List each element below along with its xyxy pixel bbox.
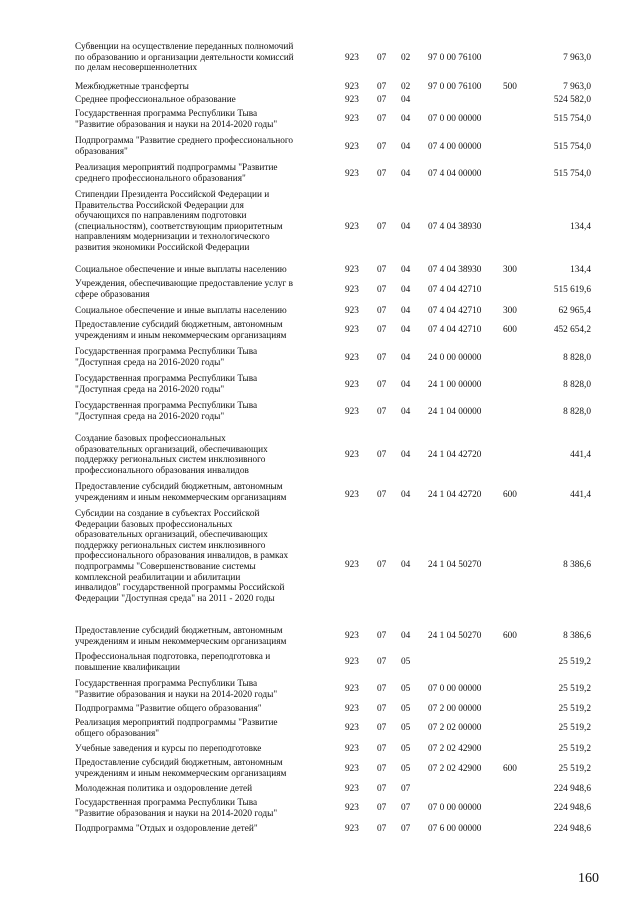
row-description — [75, 824, 337, 835]
description-line: образовательных организаций, обеспечивающих — [75, 444, 268, 455]
row-description — [75, 109, 337, 130]
target-article-code: 97 0 00 76100 — [428, 53, 482, 63]
description-line: профессионального образования инвалидов, в рамках — [75, 551, 289, 562]
grbs-code: 923 — [345, 222, 359, 232]
section-code: 07 — [377, 82, 387, 92]
description-line: "Развитие образования и науки на 2014-2020 годы" — [75, 808, 278, 819]
row-description — [75, 784, 337, 795]
grbs-code: 923 — [345, 325, 359, 335]
section-code: 07 — [377, 764, 387, 774]
amount: 25 519,2 — [558, 764, 591, 774]
subsection-code: 02 — [401, 82, 411, 92]
description-line: Предоставление субсидий бюджетным, автономным — [75, 758, 283, 768]
amount: 8 828,0 — [563, 407, 591, 417]
grbs-code: 923 — [345, 285, 359, 295]
target-article-code: 07 4 04 42710 — [428, 325, 482, 335]
description-line: Социальное обеспечение и иные выплаты населению — [75, 265, 287, 275]
grbs-code: 923 — [345, 631, 359, 641]
grbs-code: 923 — [345, 490, 359, 500]
section-code: 07 — [377, 265, 387, 275]
amount: 8 828,0 — [563, 380, 591, 390]
section-code: 07 — [377, 222, 387, 232]
description-line: развития экономики Российской Федерации — [75, 242, 250, 253]
target-article-code: 07 0 00 00000 — [428, 684, 482, 694]
row-description — [75, 509, 337, 604]
section-code: 07 — [377, 684, 387, 694]
subsection-code: 04 — [401, 169, 411, 179]
description-line: образования" — [75, 146, 128, 157]
description-line: Подпрограмма "Развитие общего образования" — [75, 704, 262, 714]
amount: 515 754,0 — [553, 114, 591, 124]
target-article-code: 07 0 00 00000 — [428, 803, 482, 813]
grbs-code: 923 — [345, 53, 359, 63]
section-code: 07 — [377, 744, 387, 754]
row-description — [75, 95, 337, 106]
row-description — [75, 744, 337, 755]
amount: 25 519,2 — [558, 657, 591, 667]
subsection-code: 04 — [401, 265, 411, 275]
description-line: по делам несовершеннолетних — [75, 63, 198, 74]
description-line: "Развитие образования и науки на 2014-2020 годы" — [75, 689, 278, 700]
section-code: 07 — [377, 285, 387, 295]
description-line: Предоставление субсидий бюджетным, автономным — [75, 626, 283, 636]
row-description — [75, 190, 337, 254]
subsection-code: 04 — [401, 325, 411, 335]
description-line: Учреждения, обеспечивающие предоставление услуг в — [75, 279, 294, 289]
target-article-code: 07 0 00 00000 — [428, 114, 482, 124]
section-code: 07 — [377, 784, 387, 794]
target-article-code: 07 4 04 42710 — [428, 306, 482, 316]
grbs-code: 923 — [345, 95, 359, 105]
description-line: Социальное обеспечение и иные выплаты населению — [75, 306, 287, 316]
amount: 452 654,2 — [553, 325, 591, 335]
description-line: "Доступная среда на 2016-2020 годы" — [75, 357, 225, 368]
subsection-code: 05 — [401, 704, 411, 714]
row-description — [75, 401, 337, 422]
section-code: 07 — [377, 169, 387, 179]
subsection-code: 04 — [401, 285, 411, 295]
grbs-code: 923 — [345, 803, 359, 813]
description-line: инвалидов" государственной программы Российской — [75, 583, 285, 594]
section-code: 07 — [377, 53, 387, 63]
section-code: 07 — [377, 407, 387, 417]
description-line: образовательных организаций, обеспечивающих — [75, 530, 268, 541]
subsection-code: 04 — [401, 222, 411, 232]
grbs-code: 923 — [345, 784, 359, 794]
description-line: Реализация мероприятий подпрограммы "Развитие — [75, 163, 278, 173]
section-code: 07 — [377, 824, 387, 834]
target-article-code: 24 1 04 50270 — [428, 560, 482, 570]
section-code: 07 — [377, 631, 387, 641]
description-line: Стипендии Президента Российской Федерации и — [75, 190, 270, 200]
description-line: Федерации базовых профессиональных — [75, 519, 233, 530]
row-description — [75, 82, 337, 93]
subsection-code: 04 — [401, 631, 411, 641]
description-line: Подпрограмма "Развитие среднего профессионального — [75, 136, 294, 146]
section-code: 07 — [377, 450, 387, 460]
target-article-code: 07 4 04 00000 — [428, 169, 482, 179]
row-description — [75, 758, 337, 779]
section-code: 07 — [377, 114, 387, 124]
target-article-code: 24 1 04 00000 — [428, 407, 482, 417]
description-line: поддержку региональных систем инклюзивного — [75, 540, 266, 551]
section-code: 07 — [377, 803, 387, 813]
section-code: 07 — [377, 306, 387, 316]
subsection-code: 04 — [401, 95, 411, 105]
amount: 25 519,2 — [558, 723, 591, 733]
section-code: 07 — [377, 560, 387, 570]
description-line: Государственная программа Республики Тыва — [75, 347, 258, 357]
subsection-code: 04 — [401, 142, 411, 152]
subsection-code: 04 — [401, 560, 411, 570]
description-line: Межбюджетные трансферты — [75, 82, 189, 92]
amount: 25 519,2 — [558, 704, 591, 714]
row-description — [75, 798, 337, 819]
row-description — [75, 374, 337, 395]
expense-type-code: 600 — [503, 764, 517, 774]
grbs-code: 923 — [345, 353, 359, 363]
target-article-code: 24 1 04 42720 — [428, 490, 482, 500]
description-line: Государственная программа Республики Тыва — [75, 374, 258, 384]
target-article-code: 07 4 04 42710 — [428, 285, 482, 295]
section-code: 07 — [377, 95, 387, 105]
subsection-code: 07 — [401, 824, 411, 834]
amount: 515 754,0 — [553, 169, 591, 179]
description-line: Профессиональная подготовка, переподготовка и — [75, 652, 271, 662]
description-line: Субвенции на осуществление переданных полномочий — [75, 42, 294, 52]
subsection-code: 04 — [401, 353, 411, 363]
row-description — [75, 163, 337, 184]
row-description — [75, 679, 337, 700]
grbs-code: 923 — [345, 704, 359, 714]
description-line: повышение квалификации — [75, 662, 180, 673]
description-line: общего образования" — [75, 728, 160, 739]
target-article-code: 24 1 04 50270 — [428, 631, 482, 641]
description-line: комплексной реабилитации и абилитации — [75, 572, 241, 583]
amount: 524 582,0 — [553, 95, 591, 105]
description-line: Создание базовых профессиональных — [75, 434, 226, 444]
subsection-code: 04 — [401, 407, 411, 417]
grbs-code: 923 — [345, 82, 359, 92]
description-line: Предоставление субсидий бюджетным, автономным — [75, 320, 283, 330]
subsection-code: 02 — [401, 53, 411, 63]
amount: 515 619,6 — [553, 285, 591, 295]
description-line: Государственная программа Республики Тыва — [75, 401, 258, 411]
section-code: 07 — [377, 380, 387, 390]
row-description — [75, 265, 337, 276]
subsection-code: 07 — [401, 803, 411, 813]
description-line: учреждениям и иным некоммерческим организациям — [75, 636, 287, 647]
amount: 441,4 — [570, 450, 591, 460]
expense-type-code: 300 — [503, 265, 517, 275]
grbs-code: 923 — [345, 657, 359, 667]
description-line: Государственная программа Республики Тыва — [75, 798, 258, 808]
description-line: профессионального образования инвалидов — [75, 465, 249, 476]
subsection-code: 05 — [401, 723, 411, 733]
row-description — [75, 42, 337, 74]
amount: 134,4 — [570, 265, 591, 275]
description-line: Предоставление субсидий бюджетным, автономным — [75, 482, 283, 492]
row-description — [75, 306, 337, 317]
grbs-code: 923 — [345, 169, 359, 179]
grbs-code: 923 — [345, 744, 359, 754]
subsection-code: 05 — [401, 744, 411, 754]
subsection-code: 04 — [401, 450, 411, 460]
grbs-code: 923 — [345, 684, 359, 694]
subsection-code: 04 — [401, 490, 411, 500]
grbs-code: 923 — [345, 824, 359, 834]
expense-type-code: 600 — [503, 631, 517, 641]
row-description — [75, 718, 337, 739]
description-line: Подпрограмма "Отдых и оздоровление детей" — [75, 824, 258, 834]
row-description — [75, 434, 337, 476]
amount: 8 386,6 — [563, 631, 591, 641]
amount: 224 948,6 — [553, 803, 591, 813]
subsection-code: 05 — [401, 684, 411, 694]
amount: 25 519,2 — [558, 684, 591, 694]
amount: 224 948,6 — [553, 784, 591, 794]
section-code: 07 — [377, 325, 387, 335]
description-line: направлениям модернизации и технологического — [75, 232, 270, 243]
target-article-code: 07 4 04 38930 — [428, 265, 482, 275]
amount: 515 754,0 — [553, 142, 591, 152]
description-line: "Доступная среда на 2016-2020 годы" — [75, 411, 225, 422]
amount: 224 948,6 — [553, 824, 591, 834]
subsection-code: 04 — [401, 114, 411, 124]
section-code: 07 — [377, 704, 387, 714]
row-description — [75, 320, 337, 341]
description-line: Правительства Российской Федерации для — [75, 200, 244, 211]
amount: 134,4 — [570, 222, 591, 232]
description-line: учреждениям и иным некоммерческим организациям — [75, 330, 287, 341]
description-line: (специальностям), соответствующим приоритетным — [75, 221, 283, 232]
row-description — [75, 652, 337, 673]
grbs-code: 923 — [345, 764, 359, 774]
section-code: 07 — [377, 353, 387, 363]
description-line: обучающихся по направлениям подготовки — [75, 211, 247, 222]
description-line: по образованию и организации деятельности комиссий — [75, 52, 294, 63]
target-article-code: 24 1 04 42720 — [428, 450, 482, 460]
description-line: учреждениям и иным некоммерческим организациям — [75, 492, 287, 503]
description-line: Государственная программа Республики Тыва — [75, 109, 258, 119]
description-line: Федерации "Доступная среда" на 2011 - 2020 годы — [75, 593, 275, 604]
section-code: 07 — [377, 142, 387, 152]
grbs-code: 923 — [345, 114, 359, 124]
description-line: учреждениям и иным некоммерческим организациям — [75, 768, 287, 779]
description-line: Среднее профессиональное образование — [75, 95, 236, 105]
expense-type-code: 600 — [503, 325, 517, 335]
description-line: поддержку региональных систем инклюзивного — [75, 455, 266, 466]
grbs-code: 923 — [345, 142, 359, 152]
description-line: "Доступная среда на 2016-2020 годы" — [75, 384, 225, 395]
subsection-code: 04 — [401, 380, 411, 390]
grbs-code: 923 — [345, 380, 359, 390]
description-line: среднего профессионального образования" — [75, 173, 246, 184]
amount: 7 963,0 — [563, 82, 591, 92]
amount: 7 963,0 — [563, 53, 591, 63]
description-line: "Развитие образования и науки на 2014-2020 годы" — [75, 119, 278, 130]
grbs-code: 923 — [345, 450, 359, 460]
target-article-code: 97 0 00 76100 — [428, 82, 482, 92]
description-line: Государственная программа Республики Тыва — [75, 679, 258, 689]
subsection-code: 05 — [401, 764, 411, 774]
description-line: Учебные заведения и курсы по переподготовке — [75, 744, 262, 754]
subsection-code: 04 — [401, 306, 411, 316]
section-code: 07 — [377, 657, 387, 667]
target-article-code: 07 2 02 42900 — [428, 764, 482, 774]
row-description — [75, 482, 337, 503]
target-article-code: 24 1 00 00000 — [428, 380, 482, 390]
expense-type-code: 600 — [503, 490, 517, 500]
row-description — [75, 626, 337, 647]
subsection-code: 07 — [401, 784, 411, 794]
grbs-code: 923 — [345, 265, 359, 275]
description-line: подпрограммы "Совершенствование системы — [75, 561, 256, 572]
expense-type-code: 300 — [503, 306, 517, 316]
amount: 25 519,2 — [558, 744, 591, 754]
subsection-code: 05 — [401, 657, 411, 667]
row-description — [75, 347, 337, 368]
row-description — [75, 279, 337, 300]
target-article-code: 07 4 04 38930 — [428, 222, 482, 232]
target-article-code: 07 6 00 00000 — [428, 824, 482, 834]
page-number: 160 — [578, 871, 599, 886]
amount: 62 965,4 — [558, 306, 591, 316]
amount: 8 386,6 — [563, 560, 591, 570]
description-line: Реализация мероприятий подпрограммы "Развитие — [75, 718, 278, 728]
description-line: Молодежная политика и оздоровление детей — [75, 784, 253, 794]
grbs-code: 923 — [345, 723, 359, 733]
description-line: сфере образования — [75, 289, 150, 300]
target-article-code: 07 2 02 00000 — [428, 723, 482, 733]
row-description — [75, 704, 337, 715]
grbs-code: 923 — [345, 306, 359, 316]
description-line: Субсидии на создание в субъектах Российской — [75, 509, 260, 519]
grbs-code: 923 — [345, 407, 359, 417]
target-article-code: 07 4 00 00000 — [428, 142, 482, 152]
section-code: 07 — [377, 490, 387, 500]
section-code: 07 — [377, 723, 387, 733]
expense-type-code: 500 — [503, 82, 517, 92]
amount: 8 828,0 — [563, 353, 591, 363]
target-article-code: 07 2 00 00000 — [428, 704, 482, 714]
target-article-code: 07 2 02 42900 — [428, 744, 482, 754]
row-description — [75, 136, 337, 157]
target-article-code: 24 0 00 00000 — [428, 353, 482, 363]
amount: 441,4 — [570, 490, 591, 500]
grbs-code: 923 — [345, 560, 359, 570]
